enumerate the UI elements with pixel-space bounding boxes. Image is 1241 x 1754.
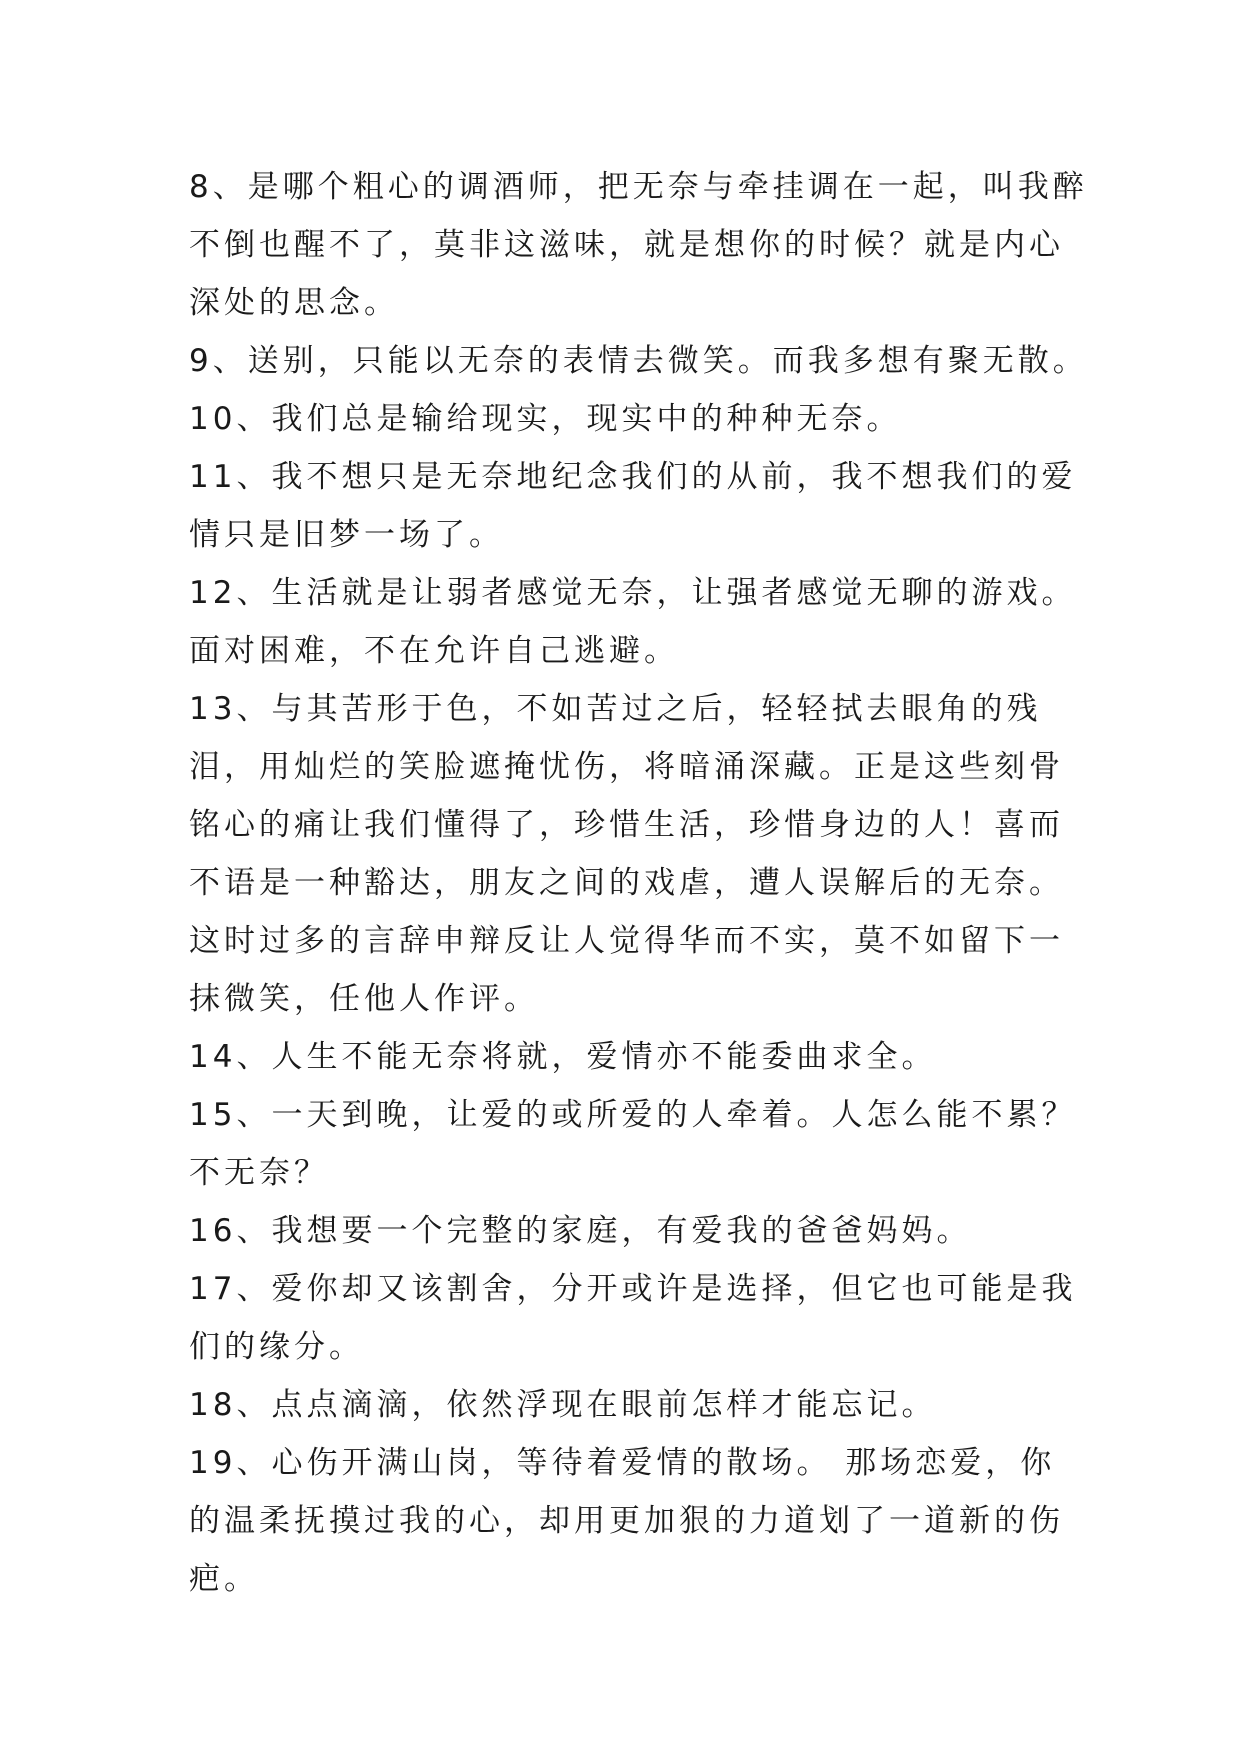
document-body (189, 158, 1089, 1608)
list-item: 17、爱你却又该割舍，分开或许是选择，但它也可能是我们的缘分。 (189, 1271, 1077, 1365)
list-item: 16、我想要一个完整的家庭，有爱我的爸爸妈妈。 (189, 1213, 972, 1249)
list-item: 10、我们总是输给现实，现实中的种种无奈。 (189, 401, 902, 437)
list-item: 14、人生不能无奈将就，爱情亦不能委曲求全。 (189, 1039, 937, 1075)
list-item: 18、点点滴滴，依然浮现在眼前怎样才能忘记。 (189, 1387, 937, 1423)
list-item: 8、是哪个粗心的调酒师，把无奈与牵挂调在一起，叫我醉不倒也醒不了，莫非这滋味，就是想你的时候？就是内心深处的思念。 (189, 169, 1088, 321)
list-item: 11、我不想只是无奈地纪念我们的从前，我不想我们的爱情只是旧梦一场了。 (189, 459, 1077, 553)
list-item: 13、与其苦形于色，不如苦过之后，轻轻拭去眼角的残泪，用灿烂的笑脸遮掩忧伤，将暗涌深藏。正是这些刻骨铭心的痛让我们懂得了，珍惜生活，珍惜身边的人！喜而不语是一种豁达，朋友之间的戏虐，遭人误解后的无奈。这时过多的言辞申辩反让人觉得华而不实，莫不如留下一抹微笑，任他人作评。 (189, 691, 1064, 1017)
list-item: 19、心伤开满山岗，等待着爱情的散场。 那场恋爱，你的温柔抚摸过我的心，却用更加狠的力道划了一道新的伤疤。 (189, 1445, 1064, 1597)
list-item: 9、送别，只能以无奈的表情去微笑。而我多想有聚无散。 (189, 343, 1088, 379)
list-item: 12、生活就是让弱者感觉无奈，让强者感觉无聊的游戏。面对困难，不在允许自己逃避。 (189, 575, 1077, 669)
list-item: 15、一天到晚，让爱的或所爱的人牵着。人怎么能不累？不无奈？ (189, 1097, 1077, 1191)
